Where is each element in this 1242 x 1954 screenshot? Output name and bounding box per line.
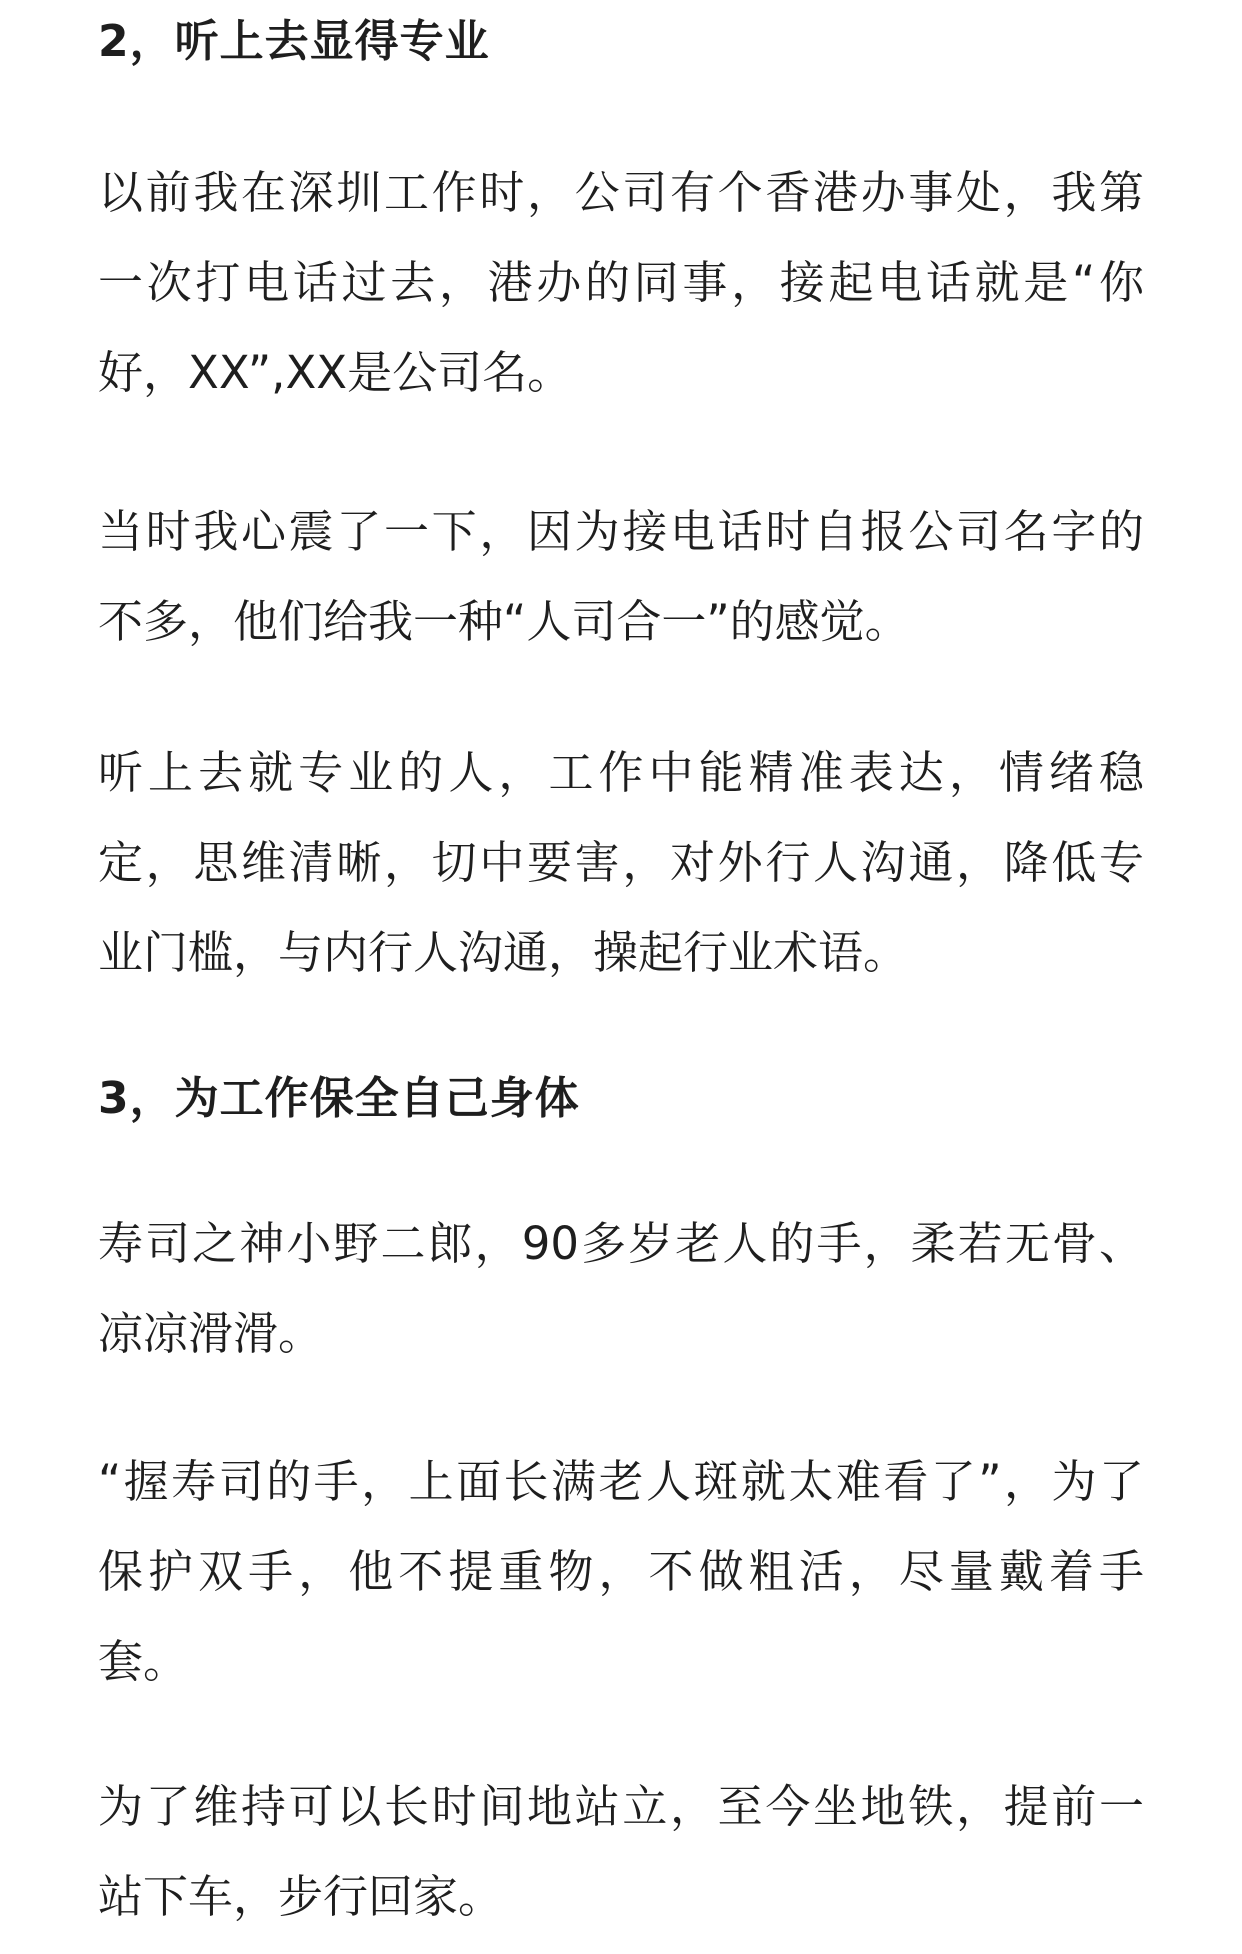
paragraph [98,728,1144,998]
paragraph-line: 站下车，步行回家。 [98,1870,504,1923]
paragraph-line: 一次打电话过去，港办的同事，接起电话就是“你 [98,256,1144,309]
paragraph [98,487,1144,667]
paragraph-line: 保护双手，他不提重物，不做粗活，尽量戴着手 [98,1545,1144,1598]
paragraph-line: “握寿司的手，上面长满老人斑就太难看了”，为了 [98,1455,1144,1508]
paragraph-line: 套。 [98,1635,189,1688]
section-heading-2 [98,0,1144,87]
paragraph [98,1199,1144,1379]
heading-line: 3，为工作保全自己身体 [98,1073,580,1124]
paragraph-line: 业门槛，与内行人沟通，操起行业术语。 [98,926,909,979]
paragraph-line: 以前我在深圳工作时，公司有个香港办事处，我第 [98,166,1144,219]
paragraph [98,1762,1144,1942]
paragraph-line: 当时我心震了一下，因为接电话时自报公司名字的 [98,505,1144,558]
paragraph-line: 为了维持可以长时间地站立，至今坐地铁，提前一 [98,1780,1144,1833]
heading-line: 2，听上去显得专业 [98,16,490,67]
paragraph-line: 定，思维清晰，切中要害，对外行人沟通，降低专 [98,836,1144,889]
section-heading-3 [98,1054,1144,1144]
paragraph-line: 凉凉滑滑。 [98,1307,324,1360]
paragraph-line: 不多，他们给我一种“人司合一”的感觉。 [98,595,910,648]
paragraph [98,148,1144,418]
paragraph-line: 听上去就专业的人，工作中能精准表达，情绪稳 [98,746,1144,799]
paragraph-line: 好，XX”,XX是公司名。 [98,346,573,399]
paragraph-line: 寿司之神小野二郎，90多岁老人的手，柔若无骨、 [98,1217,1144,1270]
paragraph [98,1437,1144,1707]
